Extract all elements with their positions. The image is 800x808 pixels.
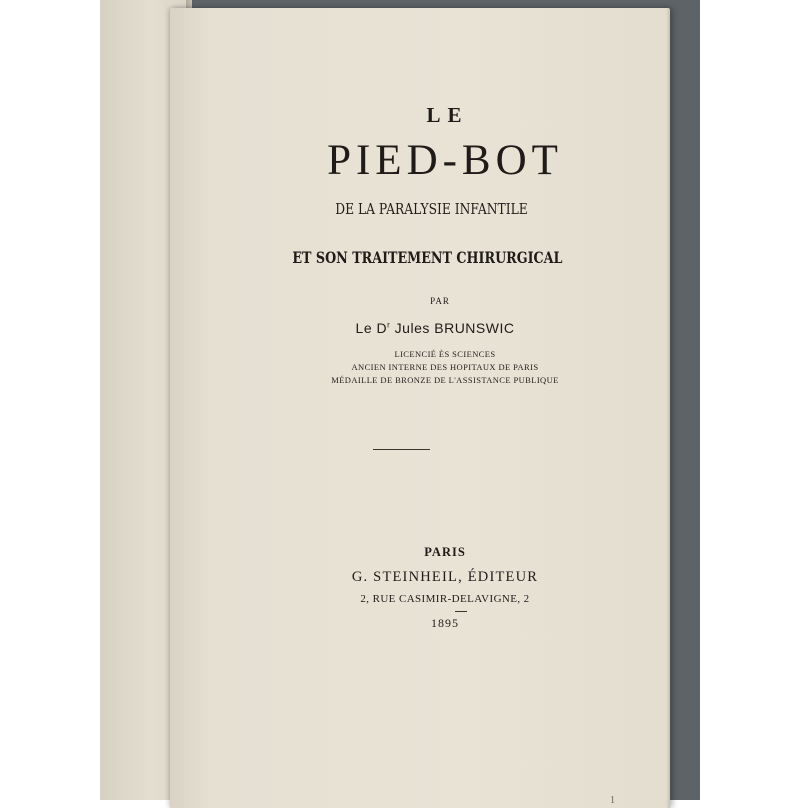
publisher-address: 2, RUE CASIMIR-DELAVIGNE, 2 — [360, 593, 530, 605]
publication-year: 1895 — [431, 616, 459, 630]
author-line — [170, 320, 670, 336]
subtitle-line-1: DE LA PARALYSIE INFANTILE — [335, 200, 528, 218]
corner-mark: 1 — [610, 795, 615, 806]
author-credentials — [170, 348, 670, 387]
author-prefix-sup: r — [387, 320, 391, 330]
small-divider — [455, 611, 467, 612]
main-title: PIED-BOT — [327, 137, 563, 184]
author-prefix: Le D — [355, 320, 388, 336]
credential-line: LICENCIÉ ÈS SCIENCES — [394, 349, 496, 359]
author-name: Jules BRUNSWIC — [390, 320, 515, 336]
divider-rule — [373, 449, 430, 450]
title-article: LE — [426, 103, 469, 127]
credential-line: ANCIEN INTERNE DES HOPITAUX DE PARIS — [351, 362, 539, 372]
credential-line: MÉDAILLE DE BRONZE DE L'ASSISTANCE PUBLIQUE — [331, 375, 559, 385]
subtitle-line-2: ET SON TRAITEMENT CHIRURGICAL — [292, 248, 563, 267]
by-label: PAR — [430, 296, 450, 306]
publisher-name: G. STEINHEIL, ÉDITEUR — [351, 569, 539, 585]
publication-city: PARIS — [424, 545, 466, 559]
page-edge — [666, 8, 670, 808]
title-page — [170, 8, 670, 808]
